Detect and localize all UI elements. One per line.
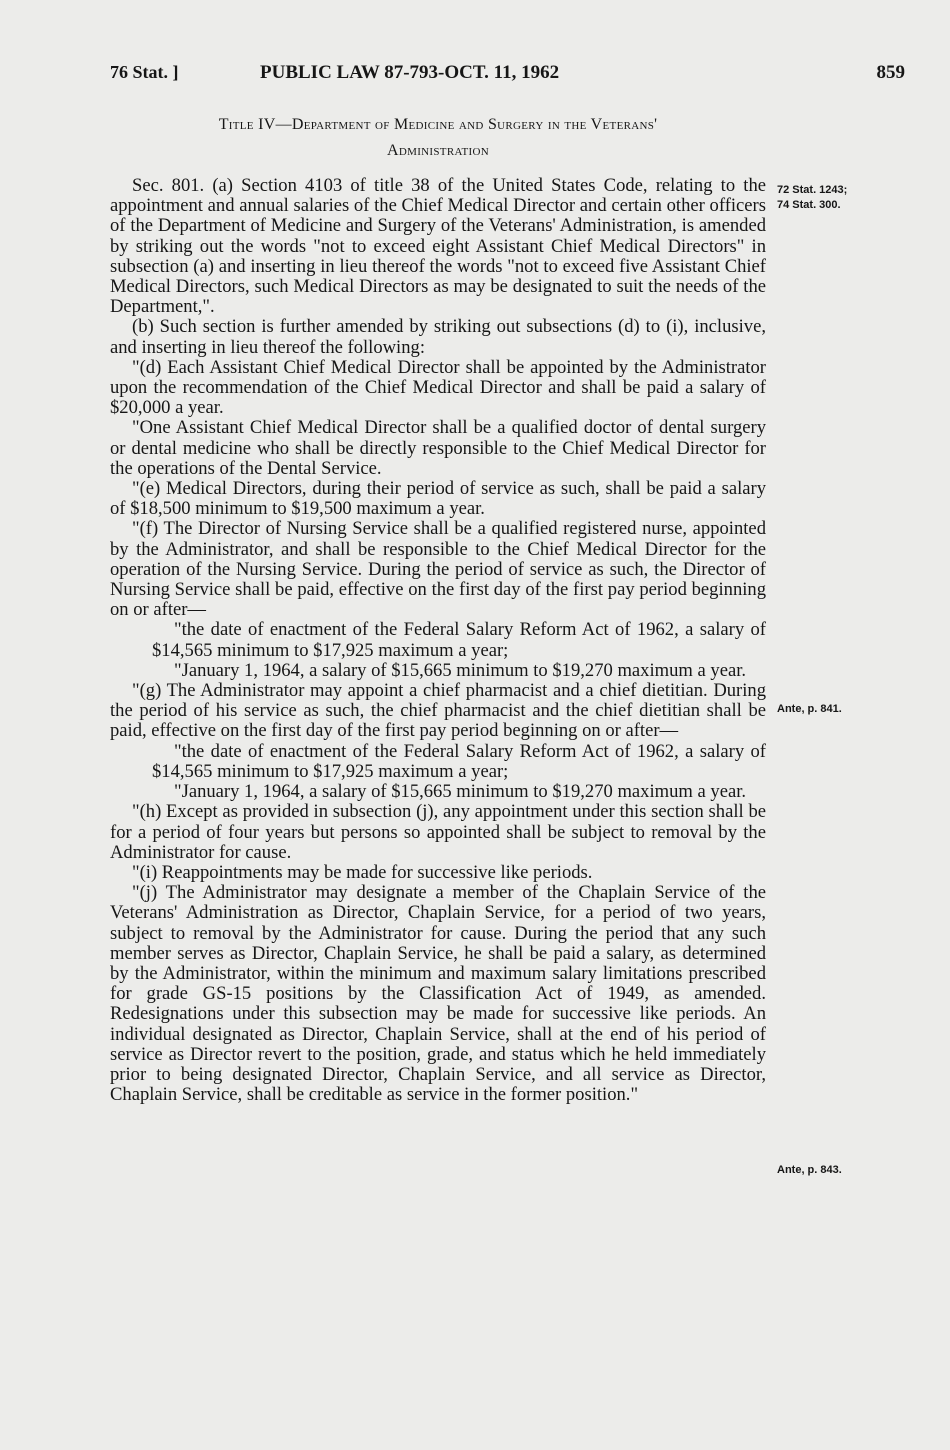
page-number: 859 bbox=[876, 62, 905, 83]
section-body bbox=[110, 176, 766, 1105]
margin-citation-ante-841: Ante, p. 841. bbox=[777, 703, 842, 715]
paragraph-e: "(e) Medical Directors, during their period of service as such, shall be paid a salary of $18,500 minimum to $19,500 maximum a year. bbox=[110, 478, 766, 520]
paragraph-f-salary-1962: "the date of enactment of the Federal Salary Reform Act of 1962, a salary of $14,565 minimum to $17,925 maximum a year; bbox=[152, 619, 766, 661]
law-citation: PUBLIC LAW 87-793-OCT. 11, 1962 bbox=[260, 62, 560, 83]
paragraph-j: "(j) The Administrator may designate a member of the Chaplain Service of the Veterans' Administration as Director, Chaplain Service, for a period of two years, subject to removal by the Administrator for cause. During the period that any such member serves as Director, Chaplain Service, he shall be paid a salary, as determined by the Administrator, within the minimum and maximum salary limitations prescribed for grade GS-15 positions by the Classification Act of 1949, as amended. Redesignations under this subsection may be made for successive like periods. An individual designated as Director, Chaplain Service, shall at the end of his period of service as Director revert to the position, grade, and status which he held immediately prior to being designated Director, Chaplain Service, and all service as Director, Chaplain Service, shall be creditable as service in the former position." bbox=[110, 882, 766, 1106]
margin-citation-ante-843: Ante, p. 843. bbox=[777, 1164, 842, 1176]
running-header bbox=[110, 62, 905, 88]
title-line-1: Title IV—Department of Medicine and Surgery in the Veterans' bbox=[218, 116, 658, 133]
paragraph-g-salary-1962: "the date of enactment of the Federal Salary Reform Act of 1962, a salary of $14,565 minimum to $17,925 maximum a year; bbox=[152, 740, 766, 782]
title-heading bbox=[110, 112, 766, 164]
paragraph-f: "(f) The Director of Nursing Service shall be a qualified registered nurse, appointed by the Administrator, and shall be responsible to the Chief Medical Director for the operation of the Nursing Service. During the period of service as such, the Director of Nursing Service shall be paid, effective on the first day of the first pay period beginning on or after— bbox=[110, 518, 766, 621]
margin-citation-line-2: 74 Stat. 300. bbox=[777, 199, 841, 211]
paragraph-b: (b) Such section is further amended by striking out subsections (d) to (i), inclusive, and inserting in lieu thereof the following: bbox=[110, 316, 766, 358]
paragraph-h: "(h) Except as provided in subsection (j), any appointment under this section shall be for a period of four years but persons so appointed shall be subject to removal by the Administrator for cause. bbox=[110, 801, 766, 863]
paragraph-d: "(d) Each Assistant Chief Medical Director shall be appointed by the Administrator upon the recommendation of the Chief Medical Director and shall be paid a salary of $20,000 a year. bbox=[110, 356, 766, 419]
paragraph-g: "(g) The Administrator may appoint a chief pharmacist and a chief dietitian. During the period of his service as such, the chief pharmacist and the chief dietitian shall be paid, effective on the first day of the first pay period beginning on or after— bbox=[110, 680, 766, 742]
paragraph-i: "(i) Reappointments may be made for successive like periods. bbox=[132, 861, 593, 883]
paragraph-g-salary-1964: "January 1, 1964, a salary of $15,665 minimum to $19,270 maximum a year. bbox=[174, 781, 747, 803]
paragraph-dental: "One Assistant Chief Medical Director shall be a qualified doctor of dental surgery or dental medicine who shall be directly responsible to the Chief Medical Director for the operations of the Dental Service. bbox=[110, 417, 766, 479]
paragraph-f-salary-1964: "January 1, 1964, a salary of $15,665 minimum to $19,270 maximum a year. bbox=[174, 659, 747, 681]
margin-citation-statutes bbox=[777, 183, 847, 213]
paragraph-sec-801-a: Sec. 801. (a) Section 4103 of title 38 of the United States Code, relating to the appointment and annual salaries of the Chief Medical Director and certain other officers of the Department of Medicine and Surgery of the Veterans' Administration, is amended by striking out the words "not to exceed eight Assistant Chief Medical Directors" in subsection (a) and inserting in lieu thereof the words "not to exceed five Assistant Chief Medical Directors, such Medical Directors as may be designated to suit the needs of the Department,". bbox=[110, 175, 766, 318]
margin-citation-line-1: 72 Stat. 1243; bbox=[777, 184, 848, 196]
title-line-2: Administration bbox=[387, 142, 489, 159]
volume-reference: 76 Stat. ] bbox=[110, 62, 179, 82]
